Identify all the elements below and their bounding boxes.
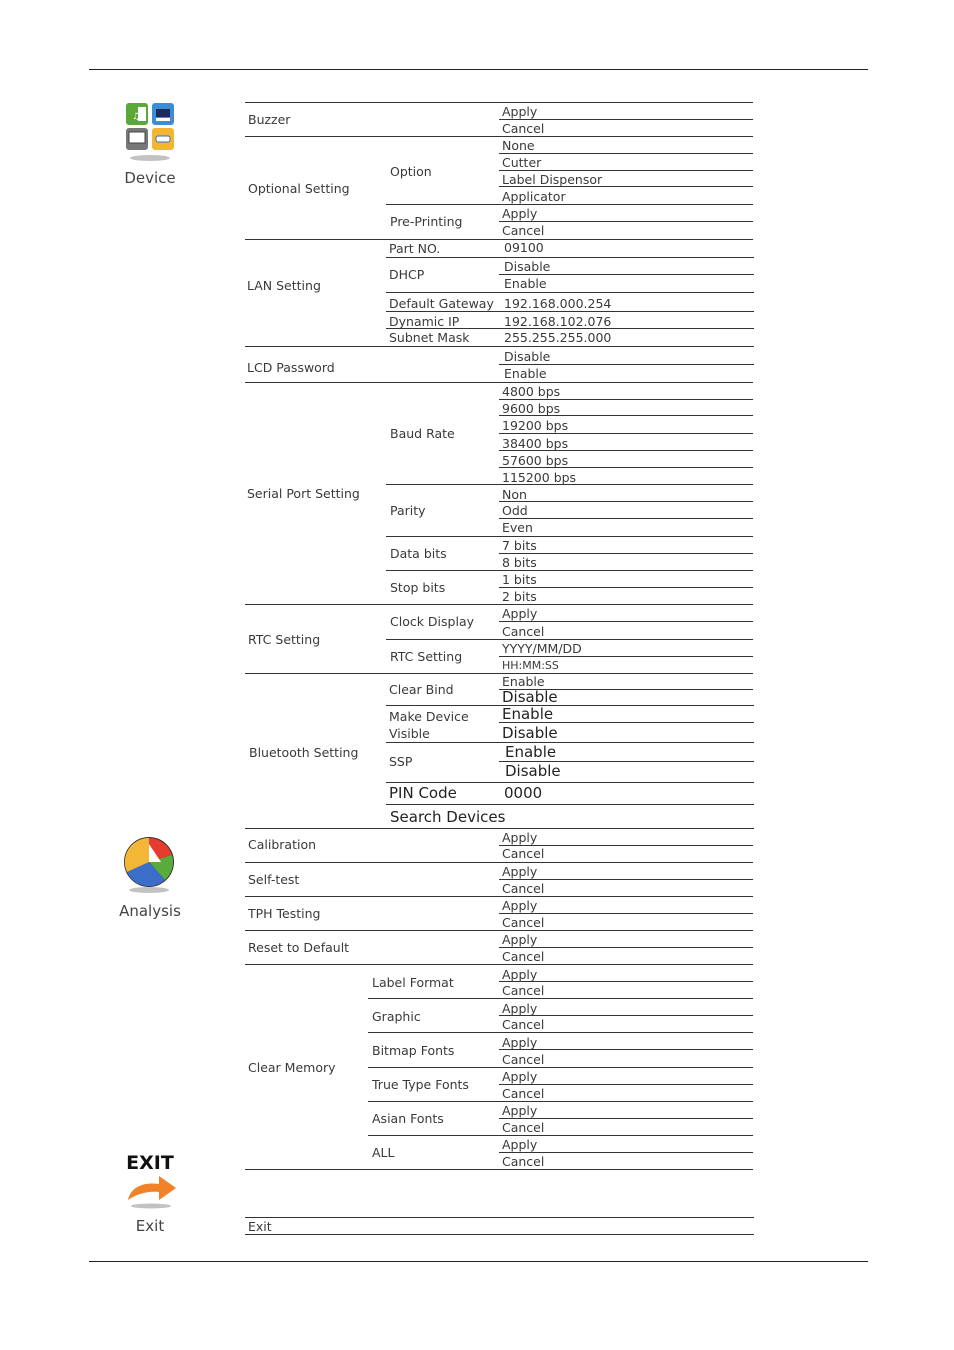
option-item[interactable]: Enable [502, 674, 545, 689]
rule [386, 292, 754, 293]
rule [368, 1135, 753, 1136]
rule [499, 947, 753, 948]
menu-buzzer[interactable]: Buzzer [248, 112, 291, 127]
device-icon [123, 101, 178, 163]
submenu-dynamic-ip[interactable]: Dynamic IP [389, 314, 460, 329]
option-item[interactable]: Cancel [502, 1120, 545, 1135]
option-item[interactable]: Disable [504, 349, 551, 364]
option-item[interactable]: Apply [502, 1001, 538, 1016]
option-item[interactable]: Cancel [502, 846, 545, 861]
option-item[interactable]: Apply [502, 898, 538, 913]
exit-icon-text: EXIT [126, 1152, 174, 1174]
rule [499, 221, 753, 222]
submenu-bitmap-fonts[interactable]: Bitmap Fonts [372, 1043, 455, 1058]
option-item[interactable]: HH:MM:SS [502, 659, 559, 672]
exit-arrow-icon[interactable] [125, 1172, 179, 1210]
rule [499, 879, 753, 880]
option-item[interactable]: Apply [502, 830, 538, 845]
option-item[interactable]: Disable [504, 259, 551, 274]
rule [245, 964, 753, 965]
submenu-dhcp[interactable]: DHCP [389, 267, 425, 282]
option-item[interactable]: Cancel [502, 624, 545, 639]
rule [499, 1152, 753, 1153]
rule [368, 1101, 753, 1102]
option-item[interactable]: Apply [502, 1137, 538, 1152]
menu-calibration[interactable]: Calibration [248, 837, 317, 852]
default-gateway-value: 192.168.000.254 [504, 296, 612, 311]
option-item[interactable]: Apply [502, 606, 538, 621]
rule [499, 501, 753, 502]
rule [245, 102, 753, 103]
submenu-baud-rate[interactable]: Baud Rate [390, 426, 455, 441]
rule [499, 119, 753, 120]
rule [368, 1032, 753, 1033]
submenu-graphic[interactable]: Graphic [372, 1009, 421, 1024]
submenu-clock-display[interactable]: Clock Display [390, 614, 475, 629]
menu-lan-setting[interactable]: LAN Setting [247, 278, 321, 293]
option-item[interactable]: Cancel [502, 1086, 545, 1101]
rule [386, 311, 754, 312]
menu-optional-setting[interactable]: Optional Setting [248, 181, 350, 196]
option-item[interactable]: 38400 bps [502, 436, 569, 451]
rule [386, 804, 754, 805]
option-item[interactable]: Cancel [502, 1154, 545, 1169]
submenu-asian-fonts[interactable]: Asian Fonts [372, 1111, 444, 1126]
submenu-rtc-setting[interactable]: RTC Setting [390, 649, 463, 664]
option-item[interactable]: Cancel [502, 121, 545, 136]
part-no-value: 09100 [504, 240, 544, 255]
submenu-pre-printing[interactable]: Pre-Printing [390, 214, 463, 229]
option-item[interactable]: Enable [505, 743, 557, 761]
menu-reset-to-default[interactable]: Reset to Default [248, 940, 350, 955]
rule [499, 170, 753, 171]
submenu-parity[interactable]: Parity [390, 503, 426, 518]
option-item[interactable]: 9600 bps [502, 401, 561, 416]
rule [499, 433, 753, 434]
rule [386, 536, 753, 537]
menu-exit[interactable]: Exit [248, 1219, 272, 1234]
rule [499, 553, 753, 554]
header-rule [89, 69, 868, 70]
rule [499, 587, 753, 588]
rule [386, 639, 753, 640]
option-item[interactable]: 2 bits [502, 589, 537, 604]
rule [245, 930, 753, 931]
option-item[interactable]: 4800 bps [502, 384, 561, 399]
rule [368, 1067, 753, 1068]
option-item[interactable]: Even [502, 520, 533, 535]
option-item[interactable]: None [502, 138, 535, 153]
submenu-data-bits[interactable]: Data bits [390, 546, 447, 561]
option-item[interactable]: Cancel [502, 1017, 545, 1032]
analysis-pie-icon [121, 835, 179, 895]
rule [499, 518, 753, 519]
option-item[interactable]: Apply [502, 864, 538, 879]
rule [499, 1118, 753, 1119]
submenu-stop-bits[interactable]: Stop bits [390, 580, 446, 595]
menu-rtc-setting[interactable]: RTC Setting [248, 632, 321, 647]
menu-bluetooth-setting[interactable]: Bluetooth Setting [249, 745, 359, 760]
option-item[interactable]: 19200 bps [502, 418, 569, 433]
option-item[interactable]: Apply [502, 104, 538, 119]
submenu-make-device-visible-line1[interactable]: Make Device [389, 709, 469, 724]
menu-serial-port-setting[interactable]: Serial Port Setting [247, 486, 360, 501]
option-item[interactable]: Cancel [502, 1052, 545, 1067]
rule [386, 742, 754, 743]
menu-self-test[interactable]: Self-test [248, 872, 300, 887]
option-item[interactable]: 8 bits [502, 555, 537, 570]
option-item[interactable]: Apply [502, 967, 538, 982]
option-item[interactable]: Disable [502, 688, 558, 706]
menu-lcd-password[interactable]: LCD Password [247, 360, 335, 375]
pin-code-value: 0000 [504, 784, 543, 802]
rule [386, 204, 753, 205]
option-item[interactable]: Cutter [502, 155, 542, 170]
rule [499, 153, 753, 154]
option-item[interactable]: Cancel [502, 949, 545, 964]
rule [499, 1084, 753, 1085]
option-item[interactable]: Disable [505, 762, 561, 780]
rule [245, 382, 753, 383]
option-item[interactable]: Enable [502, 705, 554, 723]
device-label: Device [124, 169, 176, 187]
option-item[interactable]: Apply [502, 1103, 538, 1118]
menu-tph-testing[interactable]: TPH Testing [248, 906, 321, 921]
rule [245, 136, 753, 137]
option-item[interactable]: Apply [502, 206, 538, 221]
submenu-clear-bind[interactable]: Clear Bind [389, 682, 454, 697]
rule [499, 274, 754, 275]
rule [499, 913, 753, 914]
submenu-ssp[interactable]: SSP [389, 754, 413, 769]
rule [245, 862, 753, 863]
submenu-all[interactable]: ALL [372, 1145, 395, 1160]
rule [245, 1169, 753, 1170]
submenu-subnet-mask[interactable]: Subnet Mask [389, 330, 470, 345]
rule [245, 896, 753, 897]
rule [499, 656, 753, 657]
rule [245, 604, 753, 605]
dynamic-ip-value: 192.168.102.076 [504, 314, 612, 329]
option-item[interactable]: YYYY/MM/DD [502, 641, 582, 656]
option-item[interactable]: Label Dispensor [502, 172, 603, 187]
option-item[interactable]: Cancel [502, 983, 545, 998]
rule [368, 998, 753, 999]
option-item[interactable]: Apply [502, 1035, 538, 1050]
option-item[interactable]: 7 bits [502, 538, 537, 553]
rule [499, 364, 754, 365]
submenu-part-no[interactable]: Part NO. [389, 241, 441, 256]
subnet-mask-value: 255.255.255.000 [504, 330, 612, 345]
rule [245, 1217, 754, 1218]
rule [386, 705, 754, 706]
rule [245, 828, 754, 829]
submenu-make-device-visible-line2[interactable]: Visible [389, 726, 430, 741]
analysis-label: Analysis [119, 902, 181, 920]
svg-text:♫: ♫ [132, 112, 141, 122]
submenu-true-type-fonts[interactable]: True Type Fonts [372, 1077, 469, 1092]
rule [499, 621, 753, 622]
submenu-pin-code[interactable]: PIN Code [389, 784, 457, 802]
menu-clear-memory[interactable]: Clear Memory [248, 1060, 336, 1075]
footer-rule [89, 1261, 868, 1262]
option-item[interactable]: Applicator [502, 189, 566, 204]
rule [245, 673, 753, 674]
rule [245, 1234, 754, 1235]
option-item[interactable]: Cancel [502, 881, 545, 896]
option-item[interactable]: Disable [502, 724, 558, 742]
rule [386, 257, 754, 258]
option-item[interactable]: Apply [502, 1069, 538, 1084]
option-item[interactable]: 1 bits [502, 572, 537, 587]
rule [245, 239, 753, 240]
option-item[interactable]: 57600 bps [502, 453, 569, 468]
option-item[interactable]: Cancel [502, 915, 545, 930]
exit-label[interactable]: Exit [135, 1217, 165, 1235]
rule [386, 782, 754, 783]
submenu-search-devices[interactable]: Search Devices [390, 808, 506, 826]
submenu-option[interactable]: Option [390, 164, 432, 179]
option-item[interactable]: Non [502, 487, 527, 502]
option-item[interactable]: 115200 bps [502, 470, 577, 485]
rule [499, 399, 753, 400]
option-item[interactable]: Cancel [502, 223, 545, 238]
rule [386, 570, 753, 571]
rule [245, 346, 754, 347]
submenu-label-format[interactable]: Label Format [372, 975, 454, 990]
option-item[interactable]: Enable [504, 276, 547, 291]
option-item[interactable]: Enable [504, 366, 547, 381]
option-item[interactable]: Apply [502, 932, 538, 947]
submenu-default-gateway[interactable]: Default Gateway [389, 296, 494, 311]
option-item[interactable]: Odd [502, 503, 528, 518]
